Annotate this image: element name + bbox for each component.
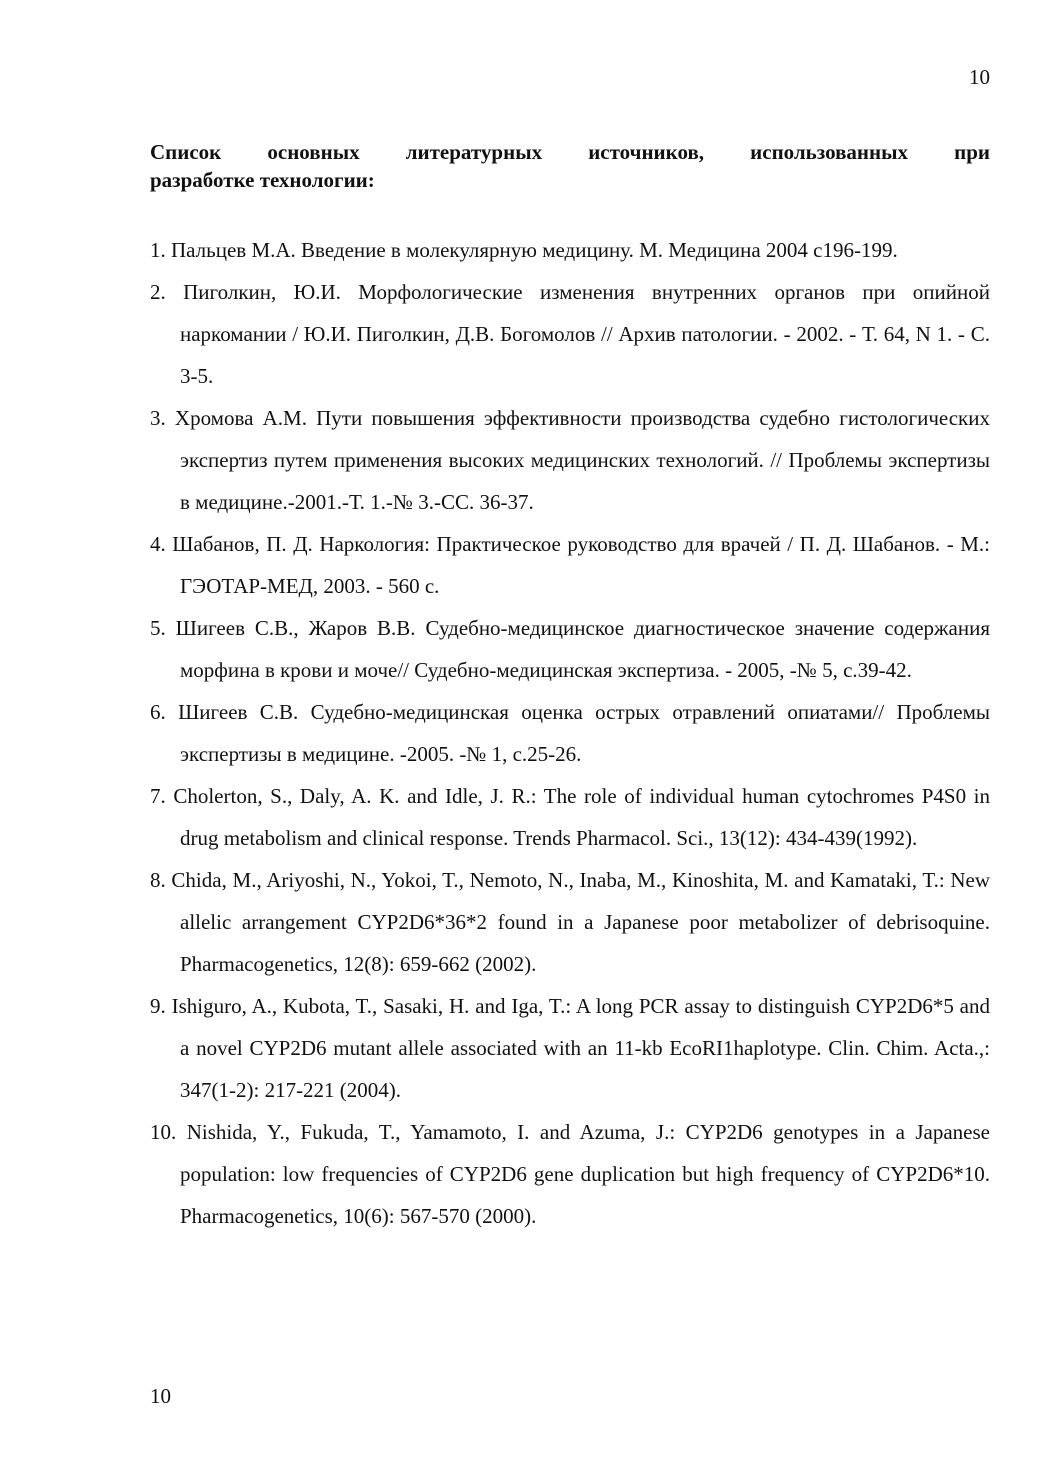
reference-item-9: 9. Ishiguro, A., Kubota, T., Sasaki, H. and Iga, T.: A long PCR assay to distinguish CYP2D6*5 and a novel CYP2D6 mutant allele associated with an 11-kb EcoRI1haplotype. Clin. Chim. Acta.,: 347(1-2): 217-221 (2004). bbox=[150, 994, 990, 1102]
reference-item-4: 4. Шабанов, П. Д. Наркология: Практическое руководство для врачей / П. Д. Шабанов. - М.: ГЭОТАР-МЕД, 2003. - 560 с. bbox=[150, 532, 990, 598]
reference-item-10: 10. Nishida, Y., Fukuda, T., Yamamoto, I. and Azuma, J.: CYP2D6 genotypes in a Japanese population: low frequencies of CYP2D6 gene duplication but high frequency of CYP2D6*10. Pharmacogenetics, 10(6): 567-570 (2000). bbox=[150, 1120, 990, 1228]
heading-line-2: разработке технологии: bbox=[150, 168, 375, 192]
references-heading bbox=[150, 138, 990, 194]
reference-item-3: 3. Хромова А.М. Пути повышения эффективности производства судебно гистологических экспертиз путем применения высоких медицинских технологий. // Проблемы экспертизы в медицине.-2001.-Т. 1.-№ 3.-СС. 36-37. bbox=[150, 406, 990, 514]
reference-item-8: 8. Chida, M., Ariyoshi, N., Yokoi, T., Nemoto, N., Inaba, M., Kinoshita, M. and Kamataki, T.: New allelic arrangement CYP2D6*36*2 found in a Japanese poor metabolizer of debrisoquine. Pharmacogenetics, 12(8): 659-662 (2002). bbox=[150, 868, 990, 976]
reference-item-7: 7. Cholerton, S., Daly, A. K. and Idle, J. R.: The role of individual human cytochromes P4S0 in drug metabolism and clinical response. Trends Pharmacol. Sci., 13(12): 434-439(1992). bbox=[150, 784, 990, 850]
reference-item-6: 6. Шигеев С.В. Судебно-медицинская оценка острых отравлений опиатами// Проблемы экспертизы в медицине. -2005. -№ 1, с.25-26. bbox=[150, 700, 990, 766]
reference-item-1: 1. Пальцев М.А. Введение в молекулярную медицину. М. Медицина 2004 с196-199. bbox=[150, 238, 898, 262]
reference-list bbox=[150, 229, 990, 1237]
page-number-bottom: 10 bbox=[150, 1384, 171, 1408]
heading-line-1: Список основных литературных источников, использованных при bbox=[150, 140, 990, 164]
reference-item-2: 2. Пиголкин, Ю.И. Морфологические изменения внутренних органов при опийной наркомании / Ю.И. Пиголкин, Д.В. Богомолов // Архив патологии. - 2002. - Т. 64, N 1. - С. 3-5. bbox=[150, 280, 990, 388]
page-number-top: 10 bbox=[969, 65, 990, 89]
reference-item-5: 5. Шигеев С.В., Жаров В.В. Судебно-медицинское диагностическое значение содержания морфина в крови и моче// Судебно-медицинская экспертиза. - 2005, -№ 5, с.39-42. bbox=[150, 616, 990, 682]
